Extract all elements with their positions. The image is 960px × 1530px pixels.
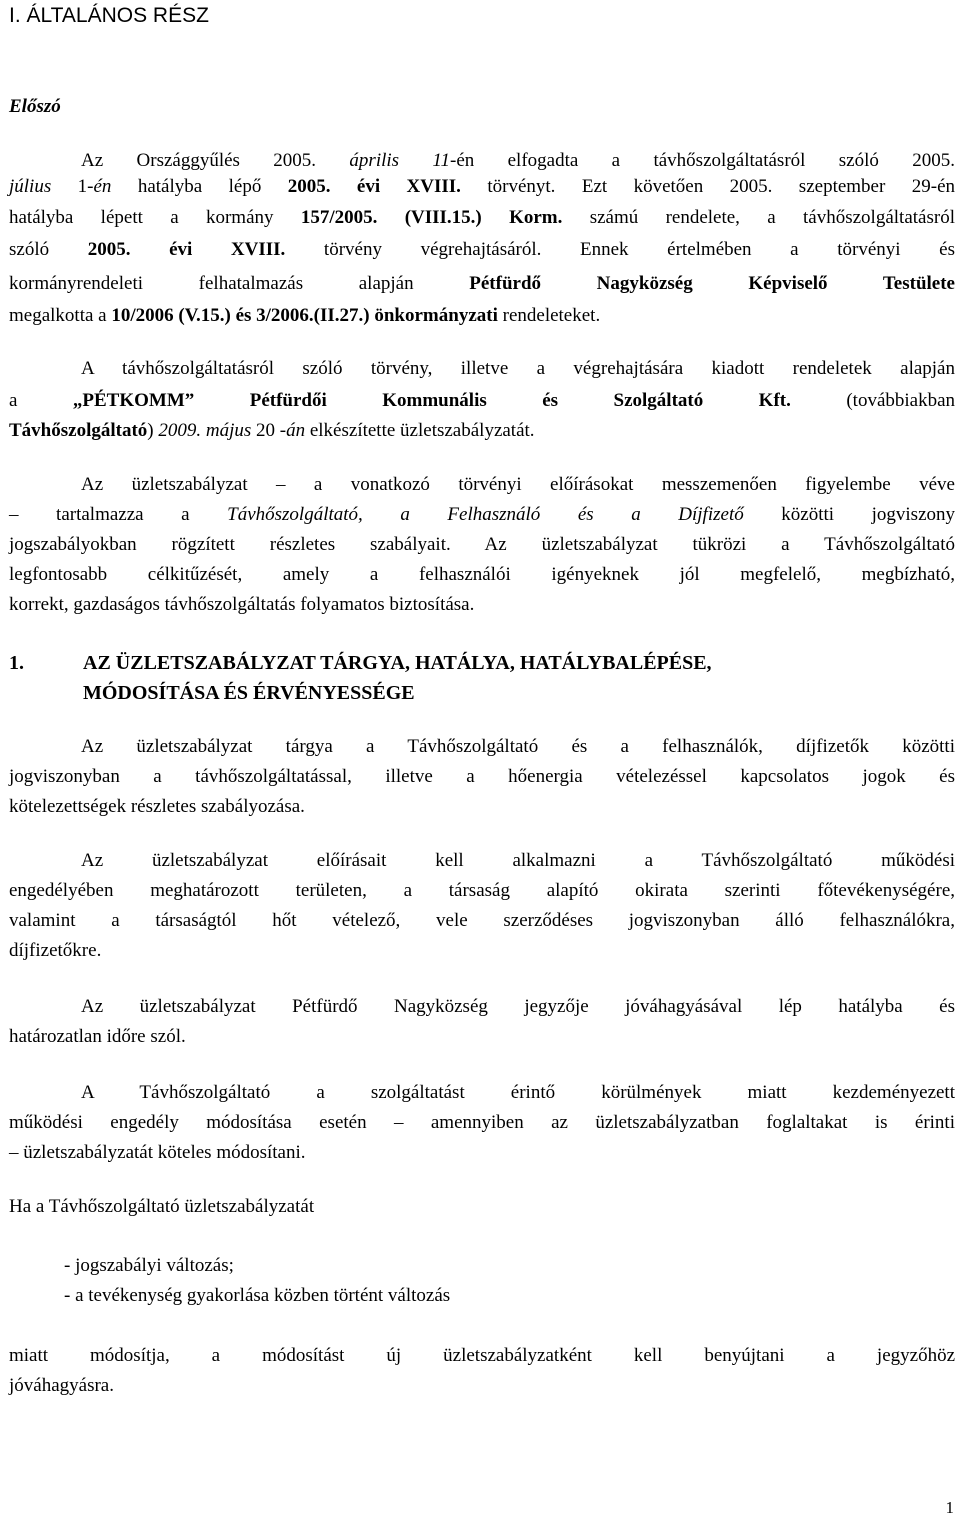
text-line: engedélyében meghatározott területen, a társaság alapító okirata szerinti főtevékenységére,	[9, 880, 955, 901]
text-line: Ha a Távhőszolgáltató üzletszabályzatát	[9, 1196, 315, 1217]
list-item: - a tevékenység gyakorlása közben történt változás	[64, 1285, 451, 1306]
chapter-title-line: 1. AZ ÜZLETSZABÁLYZAT TÁRGYA, HATÁLYA, HATÁLYBALÉPÉSE,	[9, 648, 955, 678]
text-line: valamint a társaságtól hőt vételező, vele szerződéses jogviszonyban álló felhasználókra,	[9, 910, 955, 931]
foreword-title: Előszó	[9, 96, 61, 117]
text-line: határozatlan időre szól.	[9, 1026, 186, 1047]
text-line: a „PÉTKOMM” Pétfürdői Kommunális és Szolgáltató Kft. (továbbiakban	[9, 390, 956, 411]
text-line: – üzletszabályzatát köteles módosítani.	[9, 1142, 306, 1163]
text-line: Az üzletszabályzat Pétfürdő Nagyközség jegyzője jóváhagyásával lép hatályba és	[81, 996, 955, 1017]
text-line: Az üzletszabályzat tárgya a Távhőszolgáltató és a felhasználók, díjfizetők közötti	[81, 736, 955, 757]
text-line: Az Országgyűlés 2005. április 11-én elfogadta a távhőszolgáltatásról szóló 2005.	[81, 150, 956, 171]
text-line: július 1-én hatályba lépő 2005. évi XVIII. törvényt. Ezt követően 2005. szeptember 29-én	[9, 176, 955, 197]
text-line: megalkotta a 10/2006 (V.15.) és 3/2006.(II.27.) önkormányzati rendeleteket.	[9, 305, 601, 326]
text-line: – tartalmazza a Távhőszolgáltató, a Felhasználó és a Díjfizető közötti jogviszony	[9, 504, 955, 525]
text-line: szóló 2005. évi XVIII. törvény végrehajtásáról. Ennek értelmében a törvényi és	[9, 239, 955, 260]
text-line: díjfizetőkre.	[9, 940, 102, 961]
text-line: Az üzletszabályzat – a vonatkozó törvényi előírásokat messzemenően figyelembe véve	[81, 474, 955, 495]
text-line: Távhőszolgáltató) 2009. május 20 -án elkészítette üzletszabályzatát.	[9, 420, 535, 441]
text-line: miatt módosítja, a módosítást új üzletszabályzatként kell benyújtani a jegyzőhöz	[9, 1345, 955, 1366]
text-line: jóváhagyásra.	[9, 1375, 114, 1396]
text-line: hatályba lépett a kormány 157/2005. (VIII.15.) Korm. számú rendelete, a távhőszolgáltatásról	[9, 207, 955, 228]
chapter-title-line: MÓDOSÍTÁSA ÉS ÉRVÉNYESSÉGE	[83, 682, 415, 704]
text-line: kormányrendeleti felhatalmazás alapján Pétfürdő Nagyközség Képviselő Testülete	[9, 273, 955, 294]
text-line: legfontosabb célkitűzését, amely a felhasználói igényeknek jól megfelelő, megbízható,	[9, 564, 955, 585]
part-title: I. ÁLTALÁNOS RÉSZ	[9, 4, 209, 27]
text-line: Az üzletszabályzat előírásait kell alkalmazni a Távhőszolgáltató működési	[81, 850, 955, 871]
text-line: jogviszonyban a távhőszolgáltatással, illetve a hőenergia vételezéssel kapcsolatos jogok és	[9, 766, 955, 787]
text-line: jogszabályokban rögzített részletes szabályait. Az üzletszabályzat tükrözi a Távhőszolgáltató	[9, 534, 955, 555]
text-line: működési engedély módosítása esetén – amennyiben az üzletszabályzatban foglaltakat is érinti	[9, 1112, 955, 1133]
text-line: kötelezettségek részletes szabályozása.	[9, 796, 305, 817]
chapter-number: 1.	[9, 652, 24, 674]
page-number: 1	[945, 1498, 954, 1517]
text-line: A Távhőszolgáltató a szolgáltatást érintő körülmények miatt kezdeményezett	[81, 1082, 955, 1103]
text-line: korrekt, gazdaságos távhőszolgáltatás folyamatos biztosítása.	[9, 594, 475, 615]
text-line: A távhőszolgáltatásról szóló törvény, illetve a végrehajtására kiadott rendeletek alapján	[81, 358, 955, 379]
list-item: - jogszabályi változás;	[64, 1255, 234, 1276]
